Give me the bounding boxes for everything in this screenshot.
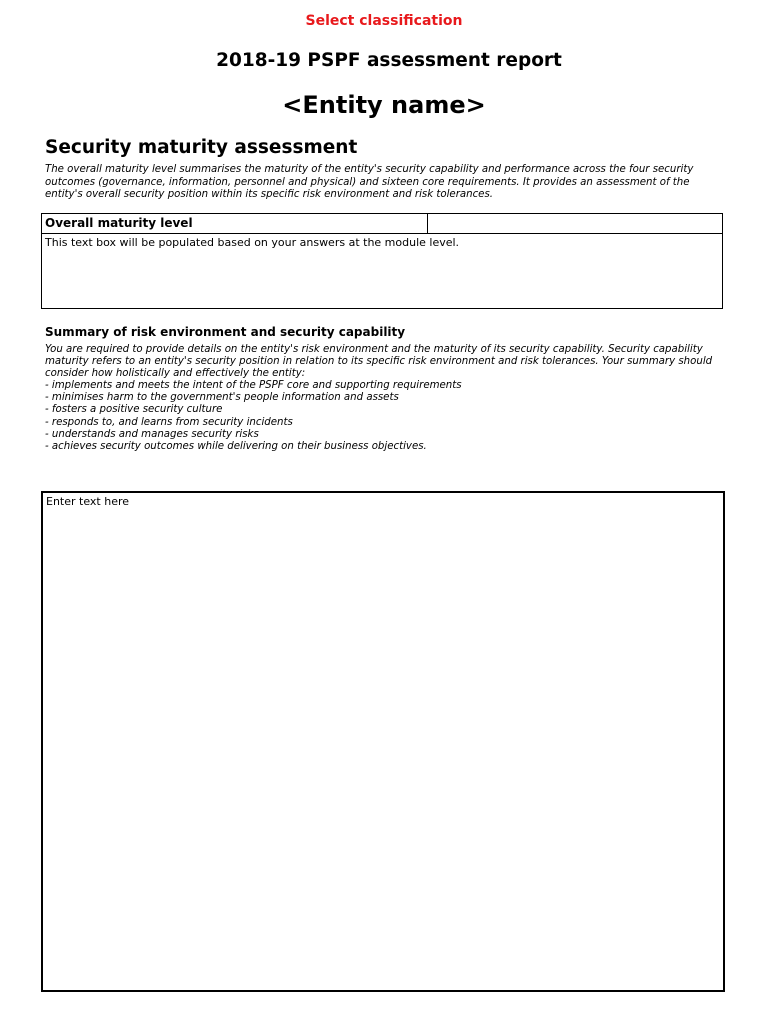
summary-bullet: - understands and manages security risks [45, 428, 259, 440]
overall-maturity-value [428, 214, 722, 233]
report-title: 2018-19 PSPF assessment report [216, 50, 562, 71]
summary-bullet: - achieves security outcomes while delivering on their business objectives. [45, 440, 427, 452]
classification-selector[interactable]: Select classification [305, 13, 463, 29]
summary-bullet: - implements and meets the intent of the PSPF core and supporting requirements [45, 380, 462, 392]
overall-maturity-table [41, 213, 723, 309]
maturity-intro-text: The overall maturity level summarises the maturity of the entity's security capability and performance across the four security outcomes (governance, information, personnel and physical) and sixteen core requirements. It provides an assessment of the entity's overall security position within its specific risk environment and risk tolerances. [45, 164, 694, 200]
summary-bullet: - minimises harm to the government's people information and assets [45, 392, 399, 404]
maturity-auto-text: This text box will be populated based on your answers at the module level. [45, 236, 460, 249]
summary-text-entry-box[interactable] [41, 491, 725, 992]
summary-intro-line: You are required to provide details on the entity's risk environment and the maturity of its security capability. Security capability [45, 344, 703, 355]
summary-bullet: - fosters a positive security culture [45, 404, 223, 416]
security-maturity-heading: Security maturity assessment [45, 137, 358, 158]
text-entry-placeholder: Enter text here [46, 495, 130, 508]
entity-name-field[interactable]: <Entity name> [282, 91, 486, 119]
summary-intro-line: maturity refers to an entity's security position in relation to its specific risk environment and risk tolerances. Your summary should [45, 356, 713, 368]
summary-heading: Summary of risk environment and security capability [45, 325, 406, 339]
summary-instructions [45, 344, 735, 453]
summary-bullet: - responds to, and learns from security incidents [45, 416, 293, 428]
maturity-table-header [42, 214, 722, 234]
overall-maturity-label: Overall maturity level [42, 214, 428, 233]
summary-intro-line: consider how holistically and effectively the entity: [45, 368, 306, 380]
